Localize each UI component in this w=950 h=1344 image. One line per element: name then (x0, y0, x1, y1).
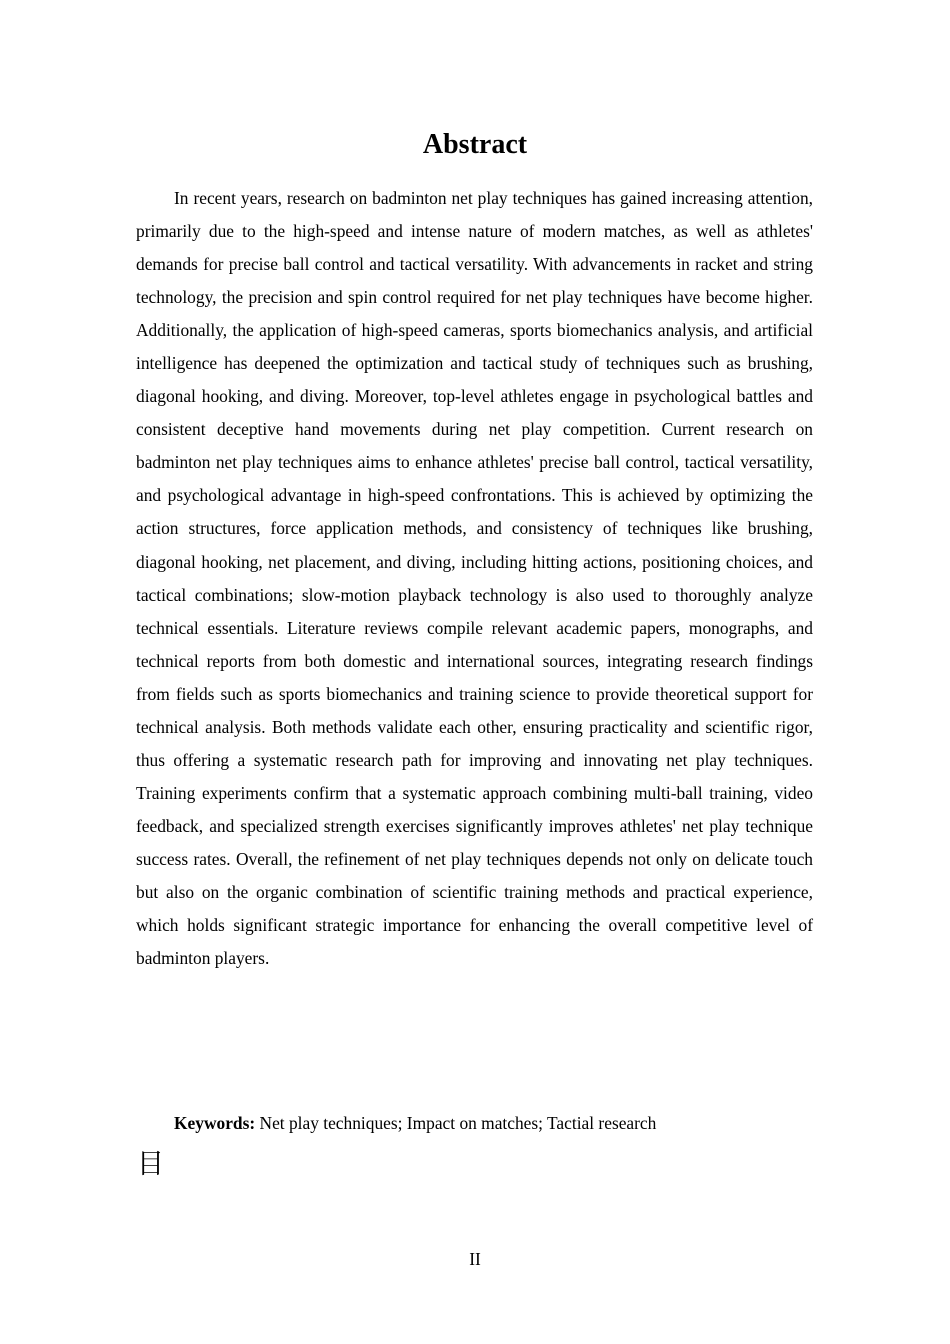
page-number: II (469, 1249, 481, 1269)
abstract-body: In recent years, research on badminton net play techniques has gained increasing attention, primarily due to the high-speed and intense nature of modern matches, as well as athletes' demands for precise ball control and tactical versatility. With advancements in racket and string technology, the precision and spin control required for net play techniques have become higher. Additionally, the application of high-speed cameras, sports biomechanics analysis, and artificial intelligence has deepened the optimization and tactical study of techniques such as brushing, diagonal hooking, and diving. Moreover, top-level athletes engage in psychological battles and consistent deceptive hand movements during net play competition. Current research on badminton net play techniques aims to enhance athletes' precise ball control, tactical versatility, and psychological advantage in high-speed confrontations. This is achieved by optimizing the action structures, force application methods, and consistency of techniques like brushing, diagonal hooking, net placement, and diving, including hitting actions, positioning choices, and tactical combinations; slow-motion playback technology is also used to thoroughly analyze technical essentials. Literature reviews compile relevant academic papers, monographs, and technical reports from both domestic and international sources, integrating research findings from fields such as sports biomechanics and training science to provide theoretical support for technical analysis. Both methods validate each other, ensuring practicality and scientific rigor, thus offering a systematic research path for improving and innovating net play techniques. Training experiments confirm that a systematic approach combining multi-ball training, video feedback, and specialized strength exercises significantly improves athletes' net play technique success rates. Overall, the refinement of net play techniques depends not only on delicate touch but also on the organic combination of scientific training methods and practical experience, which holds significant strategic importance for enhancing the overall competitive level of badminton players. (136, 188, 813, 969)
keywords-text: Net play techniques; Impact on matches; Tactial research (259, 1113, 657, 1133)
toc-heading-fragment: 目 (137, 1149, 164, 1180)
keywords-label: Keywords: (174, 1113, 256, 1133)
keywords-line (174, 1107, 814, 1140)
abstract-title: Abstract (422, 129, 528, 160)
